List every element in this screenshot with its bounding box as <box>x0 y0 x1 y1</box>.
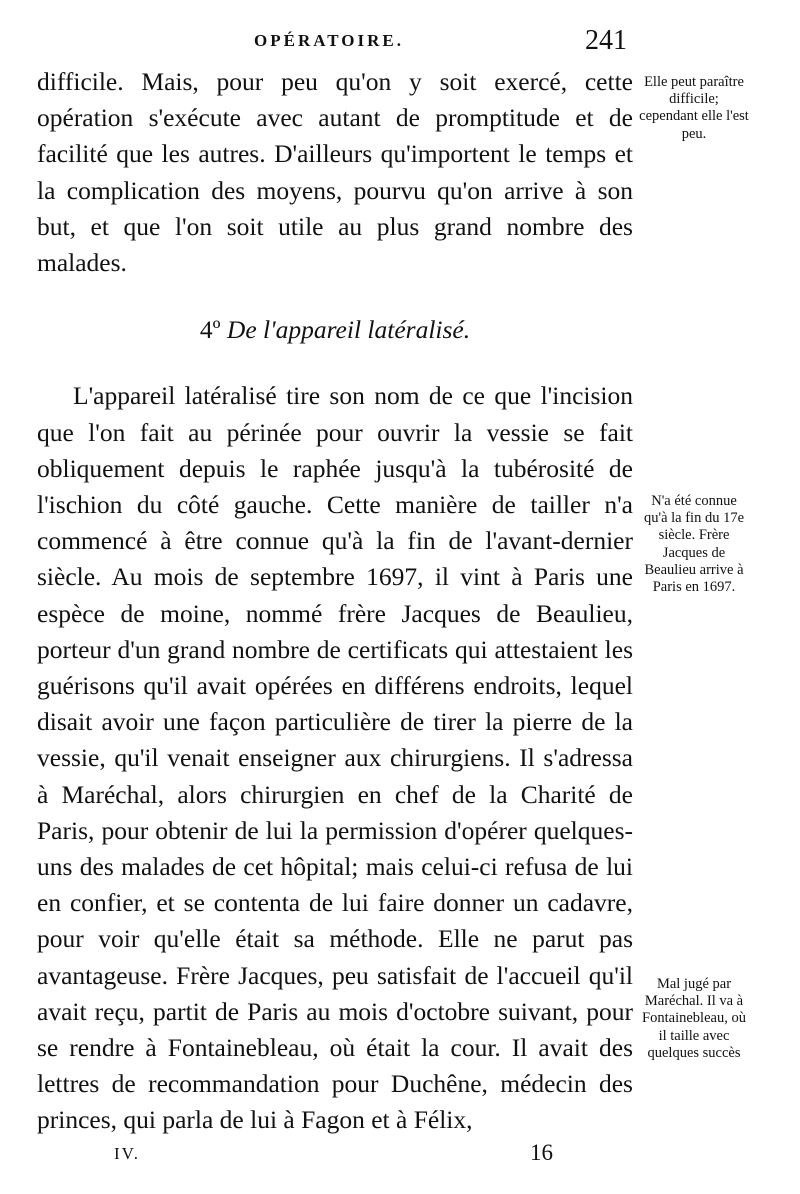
section-title: De l'appareil latéralisé. <box>226 315 471 345</box>
margin-note-2: N'a été connue qu'à la fin du 17e siècle. Frère Jacques de Beaulieu arrive à Paris en 1697. <box>643 493 745 596</box>
margin-note-3: Mal jugé par Maréchal. Il va à Fontainebleau, où il taille avec quelques succès <box>642 976 746 1061</box>
main-text <box>37 64 633 1139</box>
section-number: 4º <box>199 315 221 345</box>
paragraph-2: L'appareil latéralisé tire son nom de ce que l'incision que l'on fait au périnée pour ouvrir la vessie se fait obliquement depuis le raphée jusqu'à la tubérosité de l'ischion du côté gauche. Cette manière de tailler n'a commencé à être connue qu'à la fin de l'avant-dernier siècle. Au mois de septembre 1697, il vint à Paris une espèce de moine, nommé frère Jacques de Beaulieu, porteur d'un grand nombre de certificats qui attestaient les guérisons qu'il avait opérées en différens endroits, lequel disait avoir une façon particulière de tirer la pierre de la vessie, qu'il venait enseigner aux chirurgiens. Il s'adressa à Maréchal, alors chirurgien en chef de la Charité de Paris, pour obtenir de lui la permission d'opérer quelques-uns des malades de cet hôpital; mais celui-ci refusa de lui en confier, et se contenta de lui faire donner un cadavre, pour voir qu'elle était sa méthode. Elle ne parut pas avantageuse. Frère Jacques, peu satisfait de l'accueil qu'il avait reçu, partit de Paris au mois d'octobre suivant, pour se rendre à Fontainebleau, où était la cour. Il avait des lettres de recommandation pour Duchêne, médecin des princes, qui parla de lui à Fagon et à Félix, <box>37 381 633 1135</box>
page-footer <box>0 1140 800 1170</box>
paragraph-1: difficile. Mais, pour peu qu'on y soit exercé, cette opération s'exécute avec autant de promptitude et de facilité que les autres. D'ailleurs qu'importent le temps et la complication des moyens, pourvu qu'on arrive à son but, et que l'on soit utile au plus grand nombre des malades. <box>37 67 633 278</box>
margin-note-1: Elle peut paraître difficile; cependant elle l'est peu. <box>639 74 749 142</box>
sheet-number: 16 <box>530 1140 553 1165</box>
section-heading <box>37 312 633 348</box>
running-title: OPÉRATOIRE. <box>254 31 404 50</box>
page-header <box>0 27 800 57</box>
page-number: 241 <box>585 25 627 56</box>
signature-mark: IV. <box>114 1144 140 1163</box>
